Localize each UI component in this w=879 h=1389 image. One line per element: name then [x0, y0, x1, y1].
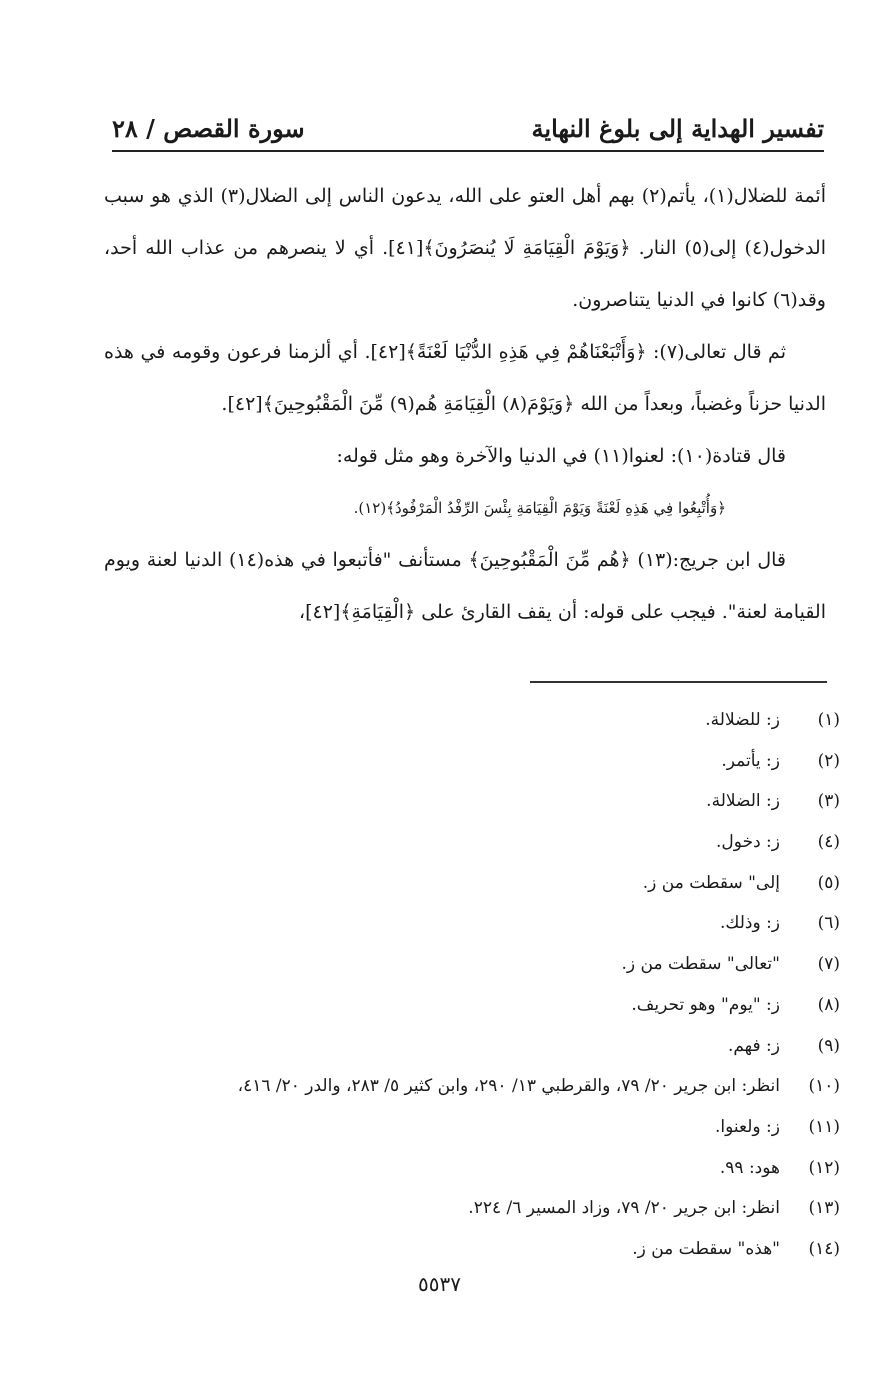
footnotes: [130, 700, 840, 1270]
footnote-number: (١): [817, 710, 840, 730]
main-text: [104, 170, 826, 638]
footnote-number: (٤): [817, 832, 840, 853]
footnote-text: ز: فهم.: [727, 1035, 780, 1056]
paragraph-2: ثم قال تعالى(٧): ﴿وَأَتْبَعْنَاهُمْ فِي هَذِهِ الدُّنْيَا لَعْنَةً﴾[٤٢]. أي ألزمنا فرعون وقومه في هذه الدنيا حزناً وغضباً، وبعداً من الله ﴿وَيَوْمَ(٨) الْقِيَامَةِ هُم(٩) مِّنَ الْمَقْبُوحِينَ﴾[٤٢].: [104, 341, 826, 415]
footnote: [130, 863, 840, 904]
book-title: تفسير الهداية إلى بلوغ النهاية: [531, 114, 824, 143]
footnote-text: ز: للضلالة.: [705, 710, 780, 730]
footnote: [130, 1066, 840, 1107]
footnote: [130, 1148, 840, 1189]
footnote: [130, 700, 840, 741]
footnote: [130, 1188, 840, 1229]
header-divider: [112, 150, 824, 152]
footnote-text: ز: وذلك.: [719, 913, 780, 934]
footnote-text: انظر: ابن جرير ٢٠/ ٧٩، وزاد المسير ٦/ ٢٢٤.: [468, 1198, 780, 1219]
footnote: [130, 822, 840, 863]
footnote: [130, 1107, 840, 1148]
footnote-divider: [530, 681, 827, 683]
page-header: [112, 106, 824, 150]
footnote-number: (٦): [817, 913, 840, 934]
footnote-number: (٢): [817, 750, 840, 771]
footnote: [130, 1026, 840, 1067]
footnote-number: (٣): [817, 791, 840, 812]
footnote-text: ز: الضلالة.: [706, 791, 780, 812]
footnote-number: (١٣): [808, 1198, 840, 1219]
footnote-text: ز: دخول.: [716, 832, 780, 853]
footnote: [130, 781, 840, 822]
footnote: [130, 944, 840, 985]
footnote-number: (٩): [817, 1035, 840, 1056]
footnote-text: ز: يأتمر.: [721, 750, 780, 771]
page-number: ٥٥٣٧: [418, 1272, 461, 1296]
footnote: [130, 1229, 840, 1270]
footnote-text: انظر: ابن جرير ٢٠/ ٧٩، والقرطبي ١٣/ ٢٩٠، وابن كثير ٥/ ٢٨٣، والدر ٢٠/ ٤١٦،: [237, 1076, 780, 1097]
surah-reference: سورة القصص / ٢٨: [112, 114, 305, 143]
footnote-text: إلى" سقطت من ز.: [642, 872, 780, 893]
footnote-text: ز: ولعنوا.: [715, 1116, 780, 1137]
paragraph-5: قال ابن جريج:(١٣) ﴿هُم مِّنَ الْمَقْبُوحِينَ﴾ مستأنف "فأتبعوا في هذه(١٤) الدنيا لعنة ويوم القيامة لعنة". فيجب على قوله: أن يقف القارئ على ﴿الْقِيَامَةِ﴾[٤٢]،: [104, 549, 826, 623]
footnote: [130, 903, 840, 944]
footnote-number: (٥): [817, 872, 840, 893]
footnote-number: (٧): [817, 954, 840, 975]
footnote-text: "هذه" سقطت من ز.: [632, 1238, 780, 1259]
footnote-number: (١٤): [808, 1238, 840, 1259]
footnote-number: (٨): [817, 994, 840, 1015]
footnote-text: هود: ٩٩.: [719, 1157, 780, 1178]
footnote: [130, 985, 840, 1026]
quoted-verse: ﴿وَأُتْبِعُوا فِي هَذِهِ لَعْنَةً وَيَوْمَ الْقِيَامَةِ بِئْسَ الرِّفْدُ الْمَرْفُودُ﴾(١٢).: [353, 499, 726, 517]
paragraph-3: قال قتادة(١٠): لعنوا(١١) في الدنيا والآخرة وهو مثل قوله:: [336, 445, 786, 467]
footnote-text: "تعالى" سقطت من ز.: [621, 954, 780, 975]
footnote-number: (١٠): [808, 1076, 840, 1097]
paragraph-1: أئمة للضلال(١)، يأتم(٢) بهم أهل العتو على الله، يدعون الناس إلى الضلال(٣) الذي هو سبب الدخول(٤) إلى(٥) النار. ﴿وَيَوْمَ الْقِيَامَةِ لَا يُنصَرُونَ﴾[٤١]. أي لا ينصرهم من عذاب الله أحد، وقد(٦) كانوا في الدنيا يتناصرون.: [104, 185, 826, 311]
footnote-text: ز: "يوم" وهو تحريف.: [631, 994, 780, 1015]
footnote-number: (١٢): [808, 1157, 840, 1178]
footnote-number: (١١): [808, 1116, 840, 1137]
footnote: [130, 741, 840, 782]
